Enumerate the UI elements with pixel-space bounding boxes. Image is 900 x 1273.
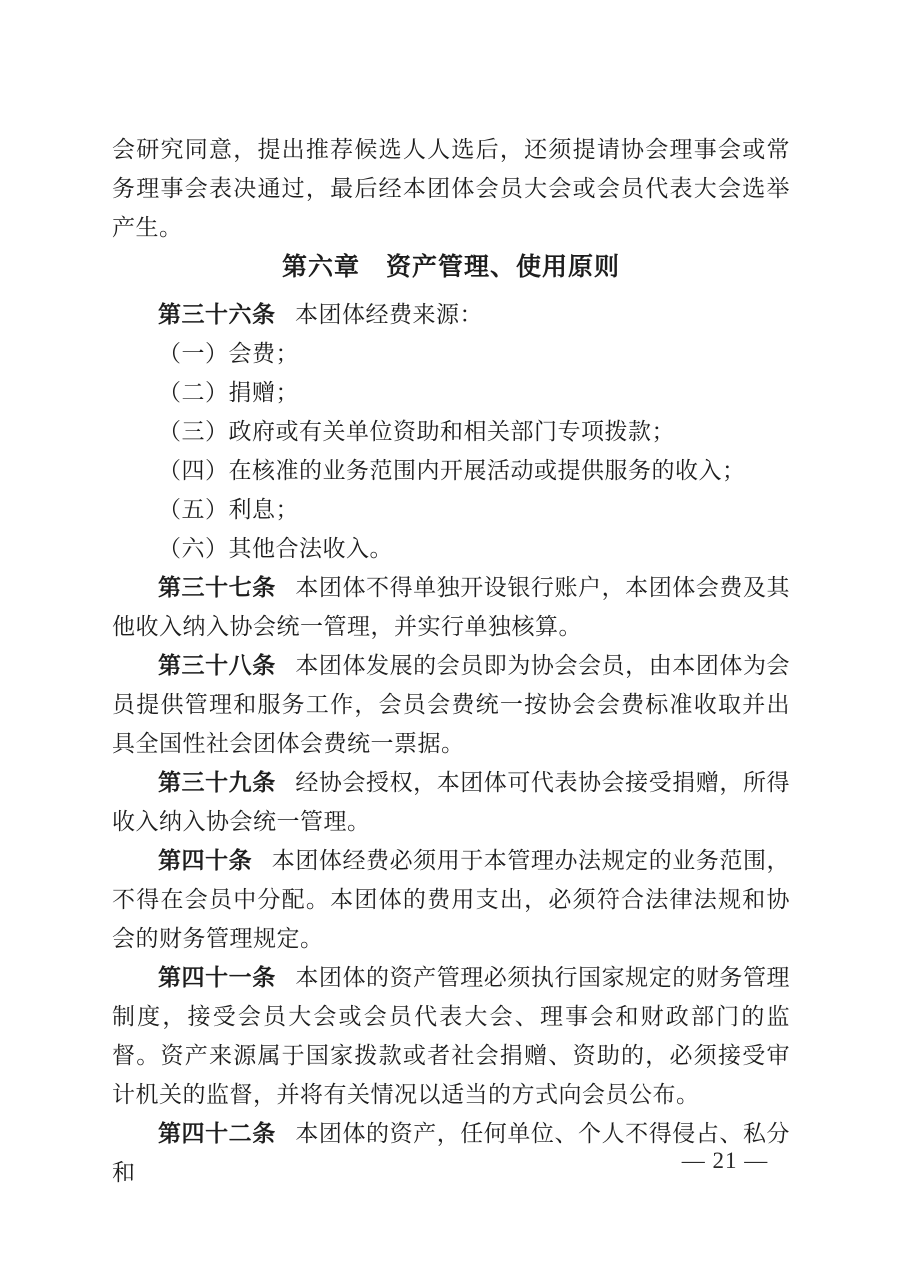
article-text: 本团体不得单独开设银行账户，本团体会费及其他收入纳入协会统一管理，并实行单独核算。 (112, 575, 791, 639)
article-number: 第四十一条 (158, 965, 276, 990)
list-item: （二）捐赠； (158, 380, 299, 405)
article-paragraph (112, 958, 790, 1114)
article-text: 本团体经费必须用于本管理办法规定的业务范围，不得在会员中分配。本团体的费用支出，必须符合法律法规和协会的财务管理规定。 (112, 848, 791, 951)
article-paragraph (112, 568, 790, 646)
continuation-paragraph: 会研究同意，提出推荐候选人人选后，还须提请协会理事会或常务理事会表决通过，最后经本团体会员大会或会员代表大会选举产生。 (112, 137, 790, 240)
list-item: （三）政府或有关单位资助和相关部门专项拨款； (158, 419, 675, 444)
article-paragraph (112, 646, 790, 763)
document-body (112, 130, 790, 1192)
article-number: 第三十八条 (158, 653, 276, 678)
article-number: 第四十条 (158, 848, 253, 873)
article-paragraph (112, 295, 790, 334)
article-number: 第四十二条 (158, 1121, 276, 1146)
article-paragraph (112, 841, 790, 958)
chapter-heading: 第六章 资产管理、使用原则 (281, 253, 620, 281)
article-number: 第三十七条 (158, 575, 276, 600)
list-item: （五）利息； (158, 497, 299, 522)
article-text: 本团体发展的会员即为协会会员，由本团体为会员提供管理和服务工作，会员会费统一按协会会费标准收取并出具全国性社会团体会费统一票据。 (112, 653, 791, 756)
list-item: （六）其他合法收入。 (158, 536, 393, 561)
article-text: 本团体的资产管理必须执行国家规定的财务管理制度，接受会员大会或会员代表大会、理事会和财政部门的监督。资产来源属于国家拨款或者社会捐赠、资助的，必须接受审计机关的监督，并将有关情况以适当的方式向会员公布。 (112, 965, 791, 1107)
article-text: 本团体的资产，任何单位、个人不得侵占、私分和 (112, 1121, 791, 1185)
article-text: 经协会授权，本团体可代表协会接受捐赠，所得收入纳入协会统一管理。 (112, 770, 791, 834)
article-number: 第三十六条 (158, 302, 276, 327)
list-item: （四）在核准的业务范围内开展活动或提供服务的收入； (158, 458, 746, 483)
article-number: 第三十九条 (158, 770, 276, 795)
article-paragraph (112, 763, 790, 841)
list-item: （一）会费； (158, 341, 299, 366)
article-text: 本团体经费来源： (295, 302, 484, 327)
page-number: — 21 — (681, 1148, 769, 1173)
